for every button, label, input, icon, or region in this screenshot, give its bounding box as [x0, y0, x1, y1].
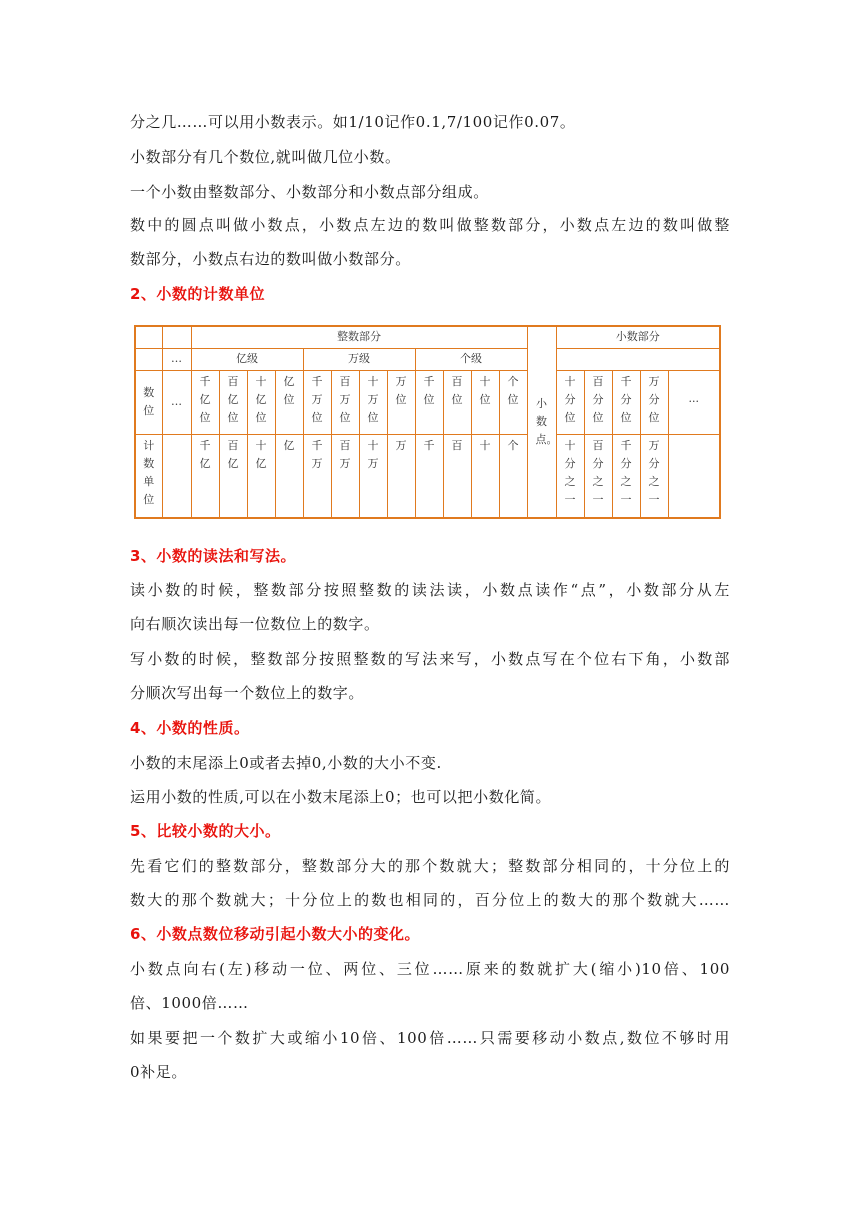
unit-cell: 十 — [471, 434, 499, 518]
ellipsis-cell: ··· — [668, 370, 720, 434]
decimal-place-cell: 百分位 — [584, 370, 612, 434]
heading-counting-units: 2、小数的计数单位 — [130, 285, 265, 303]
decimal-unit-cell: 万分之一 — [640, 434, 668, 518]
heading-compare: 5、比较小数的大小。 — [130, 822, 281, 840]
yi-class-header: 亿级 — [191, 348, 303, 370]
place-cell: 十万位 — [359, 370, 387, 434]
place-value-table — [134, 325, 721, 519]
place-cell: 百万位 — [331, 370, 359, 434]
heading-properties: 4、小数的性质。 — [130, 719, 250, 737]
paragraph-reading-line1: 读小数的时候，整数部分按照整数的读法读，小数点读作“点”，小数部分从左 — [130, 581, 730, 599]
unit-cell: 千万 — [303, 434, 331, 518]
place-cell: 亿位 — [275, 370, 303, 434]
table-empty-cell — [135, 348, 162, 370]
paragraph-writing-line1: 写小数的时候，整数部分按照整数的写法来写，小数点写在个位右下角，小数部 — [130, 650, 730, 668]
unit-cell: 百万 — [331, 434, 359, 518]
place-cell: 千位 — [415, 370, 443, 434]
paragraph-scale-line2: 0补足。 — [130, 1063, 187, 1081]
ellipsis-cell: … — [162, 348, 191, 370]
table-empty-cell — [162, 326, 191, 348]
unit-cell: 十亿 — [247, 434, 275, 518]
unit-cell: 百亿 — [219, 434, 247, 518]
place-cell: 万位 — [387, 370, 415, 434]
paragraph-fraction-to-decimal: 分之几……可以用小数表示。如1/10记作0.1,7/100记作0.07。 — [130, 113, 576, 131]
decimal-place-cell: 万分位 — [640, 370, 668, 434]
paragraph-compare-line1: 先看它们的整数部分，整数部分大的那个数就大；整数部分相同的，十分位上的 — [130, 857, 730, 875]
table-corner-cell — [135, 326, 162, 348]
paragraph-property-1: 小数的末尾添上0或者去掉0,小数的大小不变. — [130, 754, 442, 772]
unit-row — [135, 434, 720, 518]
place-cell: 百位 — [443, 370, 471, 434]
decimal-unit-cell: 百分之一 — [584, 434, 612, 518]
heading-reading-writing: 3、小数的读法和写法。 — [130, 547, 296, 565]
decimal-unit-cell: 千分之一 — [612, 434, 640, 518]
unit-cell: 亿 — [275, 434, 303, 518]
paragraph-move-line2: 倍、1000倍…… — [130, 994, 249, 1012]
unit-cell: 个 — [499, 434, 527, 518]
unit-cell: 万 — [387, 434, 415, 518]
wan-class-header: 万级 — [303, 348, 415, 370]
paragraph-reading-line2: 向右顺次读出每一位数位上的数字。 — [130, 615, 380, 633]
place-cell: 千万位 — [303, 370, 331, 434]
table-empty-cell — [556, 348, 720, 370]
paragraph-writing-line2: 分顺次写出每一个数位上的数字。 — [130, 684, 365, 702]
decimal-part-header: 小数部分 — [556, 326, 720, 348]
paragraph-decimal-composition: 一个小数由整数部分、小数部分和小数点部分组成。 — [130, 183, 489, 201]
row-label-place: 数位 — [135, 370, 162, 434]
table-empty-cell — [668, 434, 720, 518]
decimal-place-cell: 千分位 — [612, 370, 640, 434]
place-cell: 十亿位 — [247, 370, 275, 434]
decimal-point-label: 小数点。 — [535, 397, 558, 446]
paragraph-property-2: 运用小数的性质,可以在小数末尾添上0；也可以把小数化简。 — [130, 788, 552, 806]
unit-cell: 百 — [443, 434, 471, 518]
place-cell: 十位 — [471, 370, 499, 434]
decimal-place-cell: 十分位 — [556, 370, 584, 434]
unit-cell: 千亿 — [191, 434, 219, 518]
table-empty-cell — [162, 434, 191, 518]
paragraph-move-line1: 小数点向右(左)移动一位、两位、三位……原来的数就扩大(缩小)10倍、100 — [130, 960, 730, 978]
row-label-unit: 计数单位 — [135, 434, 162, 518]
paragraph-decimal-point-line2: 数部分，小数点右边的数叫做小数部分。 — [130, 250, 411, 268]
place-row — [135, 370, 720, 434]
heading-move-point: 6、小数点数位移动引起小数大小的变化。 — [130, 925, 420, 943]
place-cell: 个位 — [499, 370, 527, 434]
place-cell: 千亿位 — [191, 370, 219, 434]
ellipsis-cell: … — [162, 370, 191, 434]
decimal-unit-cell: 十分之一 — [556, 434, 584, 518]
paragraph-compare-line2: 数大的那个数就大；十分位上的数也相同的，百分位上的数大的那个数就大…… — [130, 891, 730, 909]
paragraph-decimal-places: 小数部分有几个数位,就叫做几位小数。 — [130, 148, 401, 166]
paragraph-scale-line1: 如果要把一个数扩大或缩小10倍、100倍……只需要移动小数点,数位不够时用 — [130, 1029, 730, 1047]
integer-part-header: 整数部分 — [191, 326, 527, 348]
decimal-point-cell — [527, 326, 556, 518]
unit-cell: 千 — [415, 434, 443, 518]
ge-class-header: 个级 — [415, 348, 527, 370]
unit-cell: 十万 — [359, 434, 387, 518]
place-cell: 百亿位 — [219, 370, 247, 434]
paragraph-decimal-point-line1: 数中的圆点叫做小数点，小数点左边的数叫做整数部分，小数点左边的数叫做整 — [130, 216, 730, 234]
